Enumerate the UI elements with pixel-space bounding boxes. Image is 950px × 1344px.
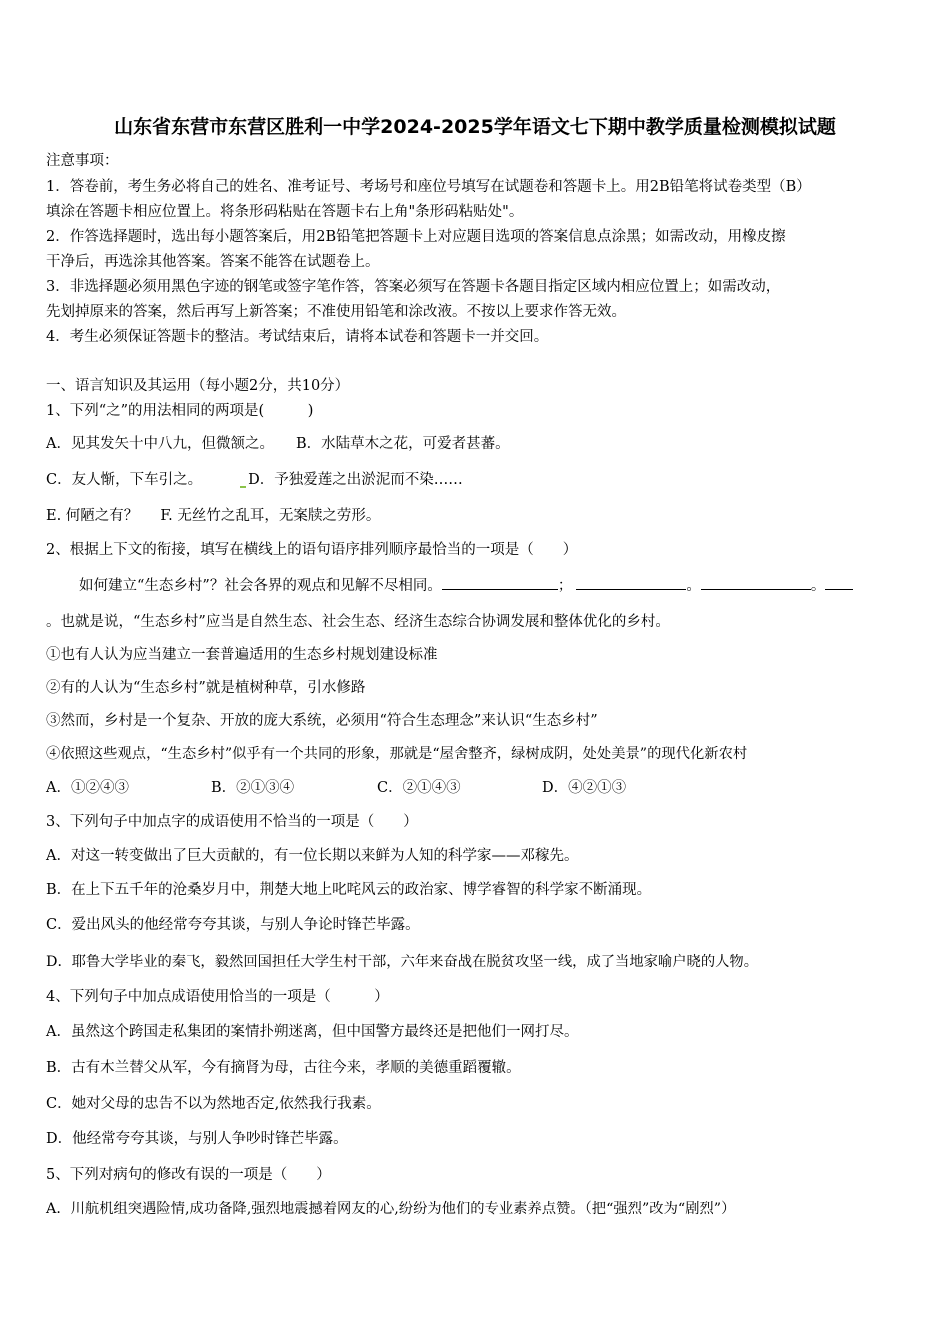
q2-sentence-4: ④依照这些观点，“生态乡村”似乎有一个共同的形象，那就是“屋舍整齐，绿树成阴，处处美景”的现代化新农村 (46, 746, 748, 762)
answer-blank[interactable] (576, 575, 686, 590)
q5-option-a: A．川航机组突遇险情,成功备降,强烈地震撼着网友的心,纷纷为他们的专业素养点赞。（把“强烈”改为“剧烈”） (46, 1201, 736, 1217)
q3-option-b: B．在上下五千年的沧桑岁月中，荆楚大地上叱咤风云的政治家、博学睿智的科学家不断涌现。 (46, 882, 652, 898)
page-title: 山东省东营市东营区胜利一中学2024-2025学年语文七下期中教学质量检测模拟试题 (114, 116, 836, 138)
answer-blank[interactable] (442, 575, 558, 590)
q2-option-d: D．④②①③ (542, 780, 627, 796)
q3-option-a: A．对这一转变做出了巨大贡献的，有一位长期以来鲜为人知的科学家——邓稼先。 (46, 848, 579, 864)
q3-option-d: D．耶鲁大学毕业的秦飞，毅然回国担任大学生村干部，六年来奋战在脱贫攻坚一线，成了当地家喻户晓的人物。 (46, 954, 759, 970)
answer-blank[interactable] (701, 575, 811, 590)
q2-passage-line (79, 575, 853, 596)
notice-line: 1．答卷前，考生务必将自己的姓名、准考证号、考场号和座位号填写在试题卷和答题卡上。用2B铅笔将试卷类型（B） (46, 179, 811, 195)
notice-line: 填涂在答题卡相应位置上。将条形码粘贴在答题卡右上角"条形码粘贴处"。 (46, 204, 524, 220)
notice-line: 3．非选择题必须用黑色字迹的钢笔或签字笔作答，答案必须写在答题卡各题目指定区域内相应位置上；如需改动， (46, 279, 781, 295)
q1-option-c: C．友人惭，下车引之。 (46, 472, 203, 488)
q2-option-b: B．②①③④ (211, 780, 295, 796)
q2-option-a: A．①②④③ (46, 780, 129, 796)
q1-option-f: F. 无丝竹之乱耳，无案牍之劳形。 (160, 508, 381, 524)
q4-option-c: C．她对父母的忠告不以为然地否定,依然我行我素。 (46, 1096, 381, 1112)
notice-line: 干净后，再选涂其他答案。答案不能答在试题卷上。 (46, 254, 380, 270)
notice-heading: 注意事项： (46, 153, 119, 169)
notice-line: 先划掉原来的答案，然后再写上新答案；不准使用铅笔和涂改液。不按以上要求作答无效。 (46, 304, 626, 320)
question-stem-3: 3、下列句子中加点字的成语使用不恰当的一项是（ ） (46, 814, 418, 830)
q1-options-row-2 (46, 470, 463, 490)
q2-sentence-1: ①也有人认为应当建立一套普遍适用的生态乡村规划建设标准 (46, 647, 438, 663)
q2-sentence-3: ③然而，乡村是一个复杂、开放的庞大系统，必须用“符合生态理念”来认识“生态乡村” (46, 713, 598, 729)
q2-separator: 。 (810, 578, 826, 594)
notice-line: 4．考生必须保证答题卡的整洁。考试结束后，请将本试卷和答题卡一并交回。 (46, 329, 549, 345)
q2-passage-end: 。也就是说，“生态乡村”应当是自然生态、社会生态、经济生态综合协调发展和整体优化的乡村。 (46, 614, 670, 630)
q2-options-row (46, 778, 626, 798)
q2-passage-start: 如何建立“生态乡村”？社会各界的观点和见解不尽相同。 (79, 578, 442, 594)
q4-option-b: B．古有木兰替父从军，今有摘肾为母，古往今来，孝顺的美德重蹈覆辙。 (46, 1060, 521, 1076)
q4-option-d: D．他经常夸夸其谈，与别人争吵时锋芒毕露。 (46, 1131, 348, 1147)
q1-options-row-1 (46, 434, 510, 454)
q1-option-e: E. 何陋之有？ (46, 508, 139, 524)
q1-option-a: A．见其发矢十中八九，但微颔之。 (46, 436, 274, 452)
section-heading: 一、语言知识及其运用（每小题2分，共10分） (46, 378, 350, 394)
question-stem-2: 2、根据上下文的衔接，填写在横线上的语句语序排列顺序最恰当的一项是（ ） (46, 542, 578, 558)
q1-option-d: D．予独爱莲之出淤泥而不染…… (248, 472, 463, 488)
question-stem-5: 5、下列对病句的修改有误的一项是（ ） (46, 1167, 331, 1183)
q2-separator: 。 (686, 578, 701, 594)
notice-line: 2．作答选择题时，选出每小题答案后，用2B铅笔把答题卡上对应题目选项的答案信息点涂黑；如需改动，用橡皮擦 (46, 229, 786, 245)
q2-option-c: C．②①④③ (377, 780, 461, 796)
answer-blank[interactable] (825, 575, 853, 590)
q3-option-c: C．爱出风头的他经常夸夸其谈，与别人争论时锋芒毕露。 (46, 917, 420, 933)
question-stem-4: 4、下列句子中加点成语使用恰当的一项是（ ） (46, 989, 389, 1005)
q2-sentence-2: ②有的人认为“生态乡村”就是植树种草，引水修路 (46, 680, 366, 696)
q4-option-a: A．虽然这个跨国走私集团的案情扑朔迷离，但中国警方最终还是把他们一网打尽。 (46, 1024, 579, 1040)
q1-options-row-3 (46, 506, 380, 526)
q1-option-b: B．水陆草木之花，可爱者甚蕃。 (295, 436, 510, 452)
question-stem-1: 1、下列“之”的用法相同的两项是( ) (46, 403, 314, 419)
q2-separator: ； (557, 578, 573, 594)
decorative-mark (240, 486, 246, 488)
